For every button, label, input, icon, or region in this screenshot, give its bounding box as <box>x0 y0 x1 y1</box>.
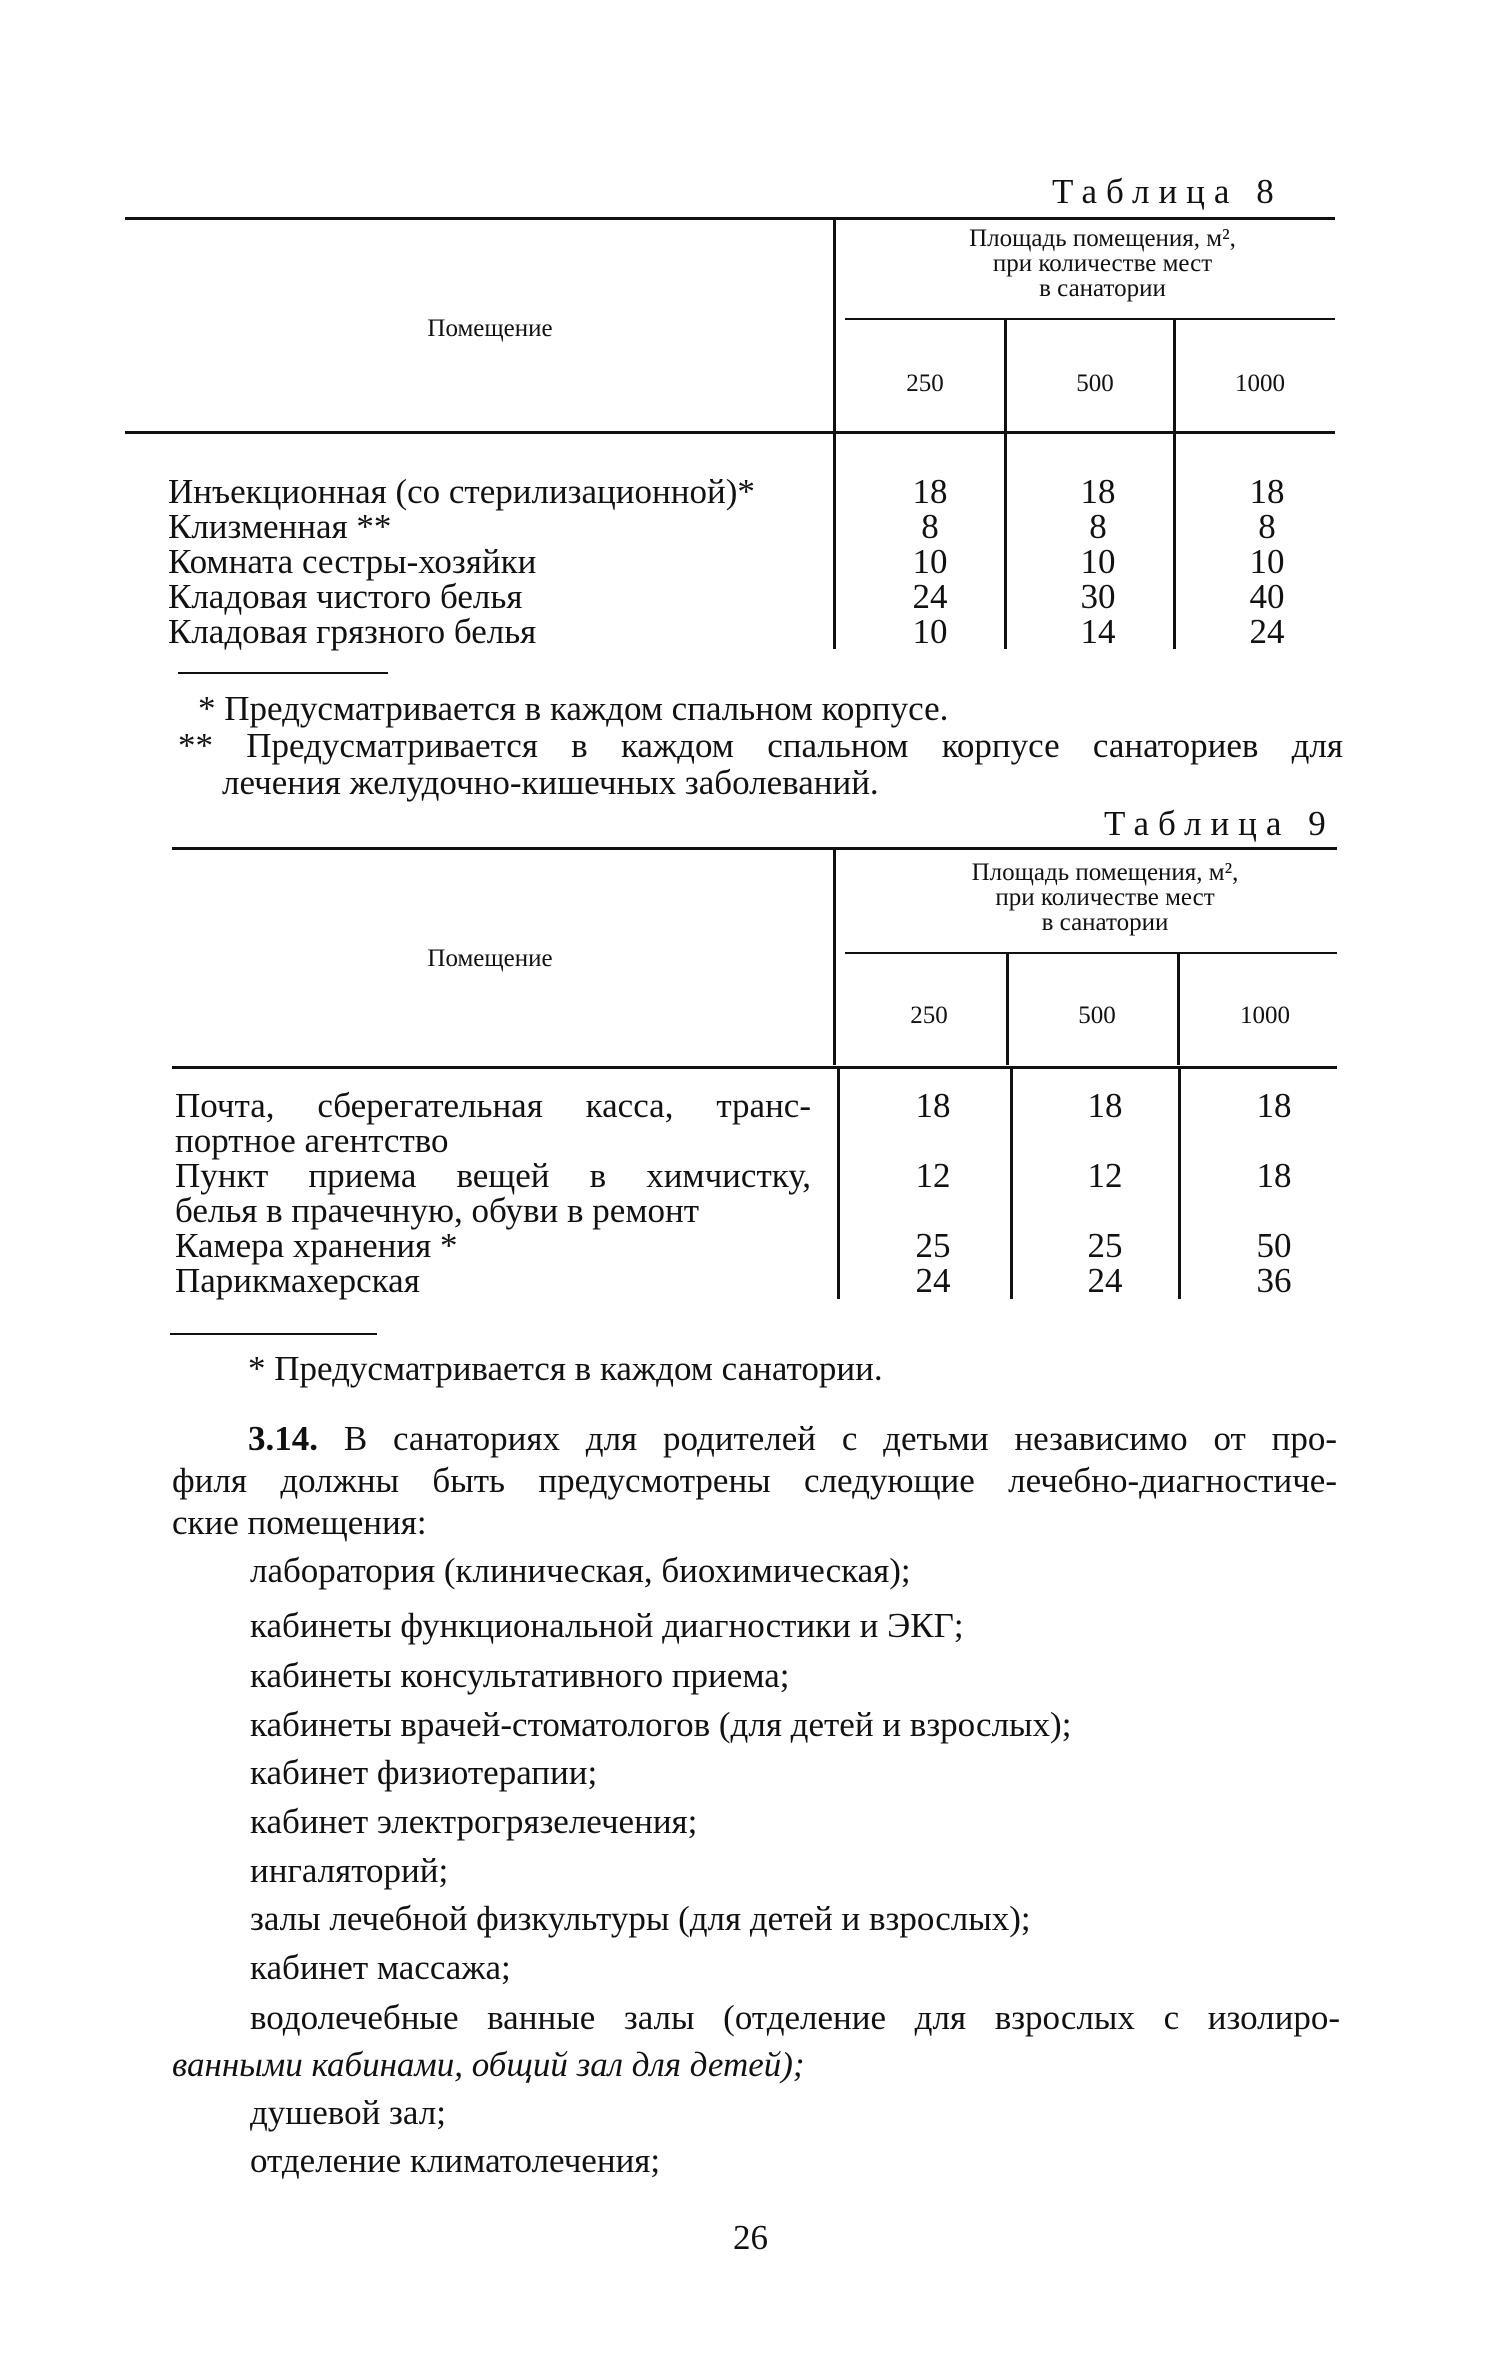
table8-top-rule <box>125 217 1335 220</box>
table8-body-divider-col2 <box>1173 434 1176 649</box>
table8-header-bottom-rule <box>125 431 1335 434</box>
section-intro-line3: ские помещения: <box>172 1503 427 1542</box>
table9-row-name: Пункт приема вещей в химчистку, <box>175 1156 811 1195</box>
table8-cell: 8 <box>1089 507 1107 546</box>
table8-body-divider-main <box>833 434 836 649</box>
table9-body-divider-col1 <box>1010 1069 1013 1299</box>
table8-cell: 18 <box>912 472 948 511</box>
table9-cell: 36 <box>1256 1261 1292 1300</box>
table8-cell: 10 <box>1249 542 1285 581</box>
list-item: кабинеты функциональной диагностики и ЭКГ; <box>250 1606 964 1645</box>
table8-area-header <box>880 226 1325 301</box>
table9-col-250: 250 <box>910 1002 948 1029</box>
section-intro-line2: филя должны быть предусмотрены следующие лечебно-диагностиче- <box>172 1461 1337 1500</box>
table8-divider-main <box>833 219 836 431</box>
table8-row-name: Комната сестры-хозяйки <box>168 542 537 581</box>
table9-cell: 24 <box>1087 1261 1123 1300</box>
table8-subheader-rule <box>845 318 1335 320</box>
table8-row-name: Кладовая грязного белья <box>168 612 537 651</box>
section-paragraph <box>172 1418 1337 1544</box>
table8-divider-col2 <box>1173 320 1176 431</box>
table9-cell: 18 <box>1256 1156 1292 1195</box>
section-number: 3.14. <box>248 1419 318 1458</box>
table8-row-name: Инъекционная (со стерилизационной)* <box>168 472 755 511</box>
table8-cell: 8 <box>1258 507 1276 546</box>
table8-row-name: Кладовая чистого белья <box>168 577 523 616</box>
list-item: залы лечебной физкультуры (для детей и взрослых); <box>250 1899 1031 1938</box>
table9-area-header <box>880 860 1330 935</box>
list-item: отделение климатолечения; <box>250 2141 661 2180</box>
list-item: душевой зал; <box>250 2093 446 2132</box>
table9-cell: 18 <box>915 1086 951 1125</box>
page-number: 26 <box>733 2218 768 2257</box>
section-intro-text1: В санаториях для родителей с детьми независимо от про- <box>343 1419 1337 1458</box>
table8-col-250: 250 <box>906 370 944 397</box>
section-intro-line1 <box>172 1418 1337 1460</box>
table9-footnote: * Предусматривается в каждом санатории. <box>248 1349 883 1388</box>
table9-divider-main <box>833 850 836 1065</box>
list-item: водолечебные ванные залы (отделение для взрослых с изолиро- <box>250 1998 1340 2037</box>
table9-top-rule <box>172 847 1337 850</box>
table8-cell: 18 <box>1249 472 1285 511</box>
table9-cell: 12 <box>1087 1156 1123 1195</box>
table8-cell: 10 <box>1080 542 1116 581</box>
table8-footnote-3: лечения желудочно-кишечных заболеваний. <box>222 763 879 802</box>
list-item: ингаляторий; <box>250 1851 449 1890</box>
table9-cell: 25 <box>1087 1226 1123 1265</box>
table9-area-header-line2: при количестве мест <box>995 884 1215 911</box>
table9-col-1000: 1000 <box>1240 1002 1290 1029</box>
list-item: кабинет электрогрязелечения; <box>250 1802 698 1841</box>
table8-cell: 10 <box>912 542 948 581</box>
table8-cell: 24 <box>912 577 948 616</box>
table9-row-name: Почта, сберегательная касса, транс- <box>175 1086 811 1125</box>
list-item-continuation: ванными кабинами, общий зал для детей); <box>172 2045 805 2084</box>
table9-row-name: портное агентство <box>175 1121 449 1160</box>
table8-row-name: Клизменная ** <box>168 507 392 546</box>
table8-area-header-line3: в санатории <box>1039 275 1166 302</box>
table8-cell: 30 <box>1080 577 1116 616</box>
table8-cell: 24 <box>1249 612 1285 651</box>
table9-divider-col2 <box>1177 954 1180 1065</box>
table8-area-header-line1: Площадь помещения, м², <box>969 225 1236 252</box>
table9-footnote-rule <box>170 1333 377 1335</box>
table8-body-divider-col1 <box>1004 434 1007 649</box>
table9-row-name: Парикмахерская <box>175 1261 420 1300</box>
table8-footnote-2: ** Предусматривается в каждом спальном корпусе санаториев для <box>178 726 1343 765</box>
table9-room-header: Помещение <box>427 945 553 972</box>
table9-caption: Таблица 9 <box>1104 804 1335 843</box>
table9-cell: 50 <box>1256 1226 1292 1265</box>
table9-subheader-rule <box>845 952 1337 954</box>
table8-cell: 10 <box>912 612 948 651</box>
list-item: лаборатория (клиническая, биохимическая); <box>250 1551 911 1590</box>
table9-body-divider-main <box>837 1069 840 1299</box>
table8-col-500: 500 <box>1076 370 1114 397</box>
table8-area-header-line2: при количестве мест <box>992 250 1213 277</box>
table9-area-header-line3: в санатории <box>1041 909 1169 936</box>
table8-cell: 14 <box>1080 612 1116 651</box>
table9-divider-col1 <box>1006 954 1009 1065</box>
table8-cell: 40 <box>1249 577 1285 616</box>
table9-body-divider-col2 <box>1178 1069 1181 1299</box>
table8-cell: 18 <box>1080 472 1116 511</box>
table9-row-name: Камера хранения * <box>175 1226 458 1265</box>
list-item: кабинеты консультативного приема; <box>250 1656 790 1695</box>
table9-cell: 18 <box>1256 1086 1292 1125</box>
table9-cell: 24 <box>915 1261 951 1300</box>
list-item: кабинет массажа; <box>250 1948 511 1987</box>
table9-header-bottom-rule <box>172 1066 1337 1069</box>
table8-col-1000: 1000 <box>1235 370 1285 397</box>
table9-cell: 25 <box>915 1226 951 1265</box>
list-item: кабинеты врачей-стоматологов (для детей и взрослых); <box>250 1705 1072 1744</box>
table9-cell: 12 <box>915 1156 951 1195</box>
table8-footnote-rule <box>178 672 388 674</box>
table8-cell: 8 <box>921 507 939 546</box>
table8-footnote-1: * Предусматривается в каждом спальном корпусе. <box>198 689 949 728</box>
list-item: кабинет физиотерапии; <box>250 1753 598 1792</box>
table8-caption: Таблица 8 <box>1052 172 1283 211</box>
table8-room-header: Помещение <box>427 315 553 342</box>
table9-row-name: белья в прачечную, обуви в ремонт <box>175 1191 700 1230</box>
table8-divider-col1 <box>1004 320 1007 431</box>
table9-area-header-line1: Площадь помещения, м², <box>971 859 1239 886</box>
table9-col-500: 500 <box>1078 1002 1116 1029</box>
table9-cell: 18 <box>1087 1086 1123 1125</box>
